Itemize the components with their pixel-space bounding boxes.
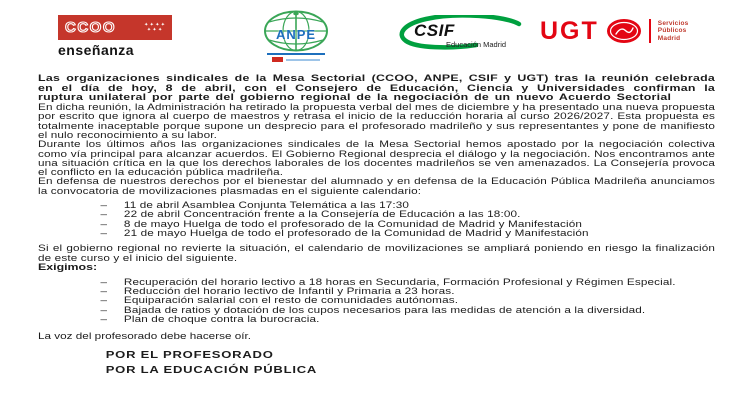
dash-bullet-icon	[38, 210, 124, 219]
list-item: – 11 de abril Asamblea Conjunta Telemática a las 17:30	[38, 201, 715, 210]
ccoo-wordmark: CCOO	[65, 19, 116, 36]
paragraph-proposal: En dicha reunión, la Administración ha retirado la propuesta verbal del mes de diciembre y ha presentado una nueva propuesta por escrito que ignora al cuerpo de maestros y retrasa el inicio de la reducción horaria al curso 2026/2027. Esta propuesta es totalmente inaceptable porque supone un desprecio para el profesorado madrileño y sus representantes y pone de manifiesto el nulo reconocimiento a su labor.	[38, 102, 716, 140]
list-item: – Recuperación del horario lectivo a 18 horas en Secundaria, Formación Profesional y Régimen Especial.	[38, 278, 715, 287]
ugt-emblem-icon	[606, 18, 642, 44]
list-item: – Equiparación salarial con el resto de comunidades autónomas.	[38, 296, 715, 305]
list-item: – 8 de mayo Huelga de todo el profesorado de la Comunidad de Madrid y Manifestación	[38, 220, 715, 229]
anpe-wordmark: ANPE	[275, 27, 317, 42]
slogan-profesorado: POR EL PROFESORADO	[105, 349, 274, 361]
dash-bullet-icon	[38, 201, 124, 210]
list-item: – Bajada de ratios y dotación de los cupos necesarios para las medidas de atención a la diversidad.	[38, 306, 715, 315]
anpe-footer-mark	[263, 57, 329, 62]
ugt-wordmark: UGT	[540, 16, 599, 45]
calendar-list	[38, 201, 715, 238]
dash-bullet-icon	[38, 306, 124, 315]
paragraph-negotiation: Durante los últimos años las organizaciones sindicales de la Mesa Sectorial hemos apostado por la negociación colectiva como vía principal para alcanzar acuerdos. El Gobierno Regional desprecia el diálogo y la negociación. Nos encontramos ante una situación crítica en la que los derechos laborales de los docentes madrileños se ven amenazados. La Consejería provoca el conflicto en la educación pública madrileña.	[38, 139, 716, 178]
demands-list	[38, 278, 715, 324]
ccoo-logo-box	[58, 15, 172, 40]
document-body	[38, 74, 715, 378]
dash-bullet-icon	[38, 315, 124, 324]
list-item: – 21 de mayo Huelga de todo el profesorado de la Comunidad de Madrid y Manifestación	[38, 229, 715, 238]
ugt-divider	[649, 19, 651, 43]
csif-wordmark: CSIF	[414, 21, 455, 40]
demands-label: Exigimos:	[38, 261, 98, 273]
dash-bullet-icon	[38, 296, 124, 305]
anpe-motto-line	[286, 59, 320, 61]
list-item: – 22 de abril Concentración frente a la Consejería de Educación a las 18:00.	[38, 210, 715, 219]
slogan-educacion-publica: POR LA EDUCACIÓN PÚBLICA	[105, 364, 318, 376]
ccoo-logo	[58, 15, 172, 58]
madrid-stars-icon: ✦ ✦ ✦ ✦ ✦ ✦ ✦	[144, 21, 165, 33]
anpe-logo	[263, 10, 329, 62]
slogans-block	[38, 348, 715, 378]
ugt-sector-label: Servicios Públicos Madrid	[657, 19, 689, 42]
paragraph-mobilisations-intro: En defensa de nuestros derechos por el bienestar del alumnado y en defensa de la Educación Pública Madrileña anunciamos la convocatoria de movilizaciones plasmadas en el siguiente calendario:	[38, 176, 716, 196]
list-item: – Plan de choque contra la burocracia.	[38, 315, 715, 324]
dash-bullet-icon	[38, 220, 124, 229]
dash-bullet-icon	[38, 229, 124, 238]
ccoo-ensenanza-label: enseñanza	[58, 42, 135, 58]
ugt-logo	[540, 18, 689, 44]
anpe-underline	[267, 53, 325, 55]
closing-line: La voz del profesorado debe hacerse oír.	[38, 331, 252, 342]
dash-bullet-icon	[38, 278, 124, 287]
csif-educacion-madrid-label: Educación Madrid	[446, 40, 507, 49]
document-heading: Las organizaciones sindicales de la Mesa Sectorial (CCOO, ANPE, CSIF y UGT) tras la reunión celebrada en el día de hoy, 8 de abril, con el Consejero de Educación, Ciencia y Universidades confirman la ruptura unilateral por parte del gobierno regional de la negociación de un nuevo Acuerdo Sectorial	[38, 73, 716, 104]
dash-bullet-icon	[38, 287, 124, 296]
csif-logo	[398, 15, 526, 53]
list-item: – Reducción del horario lectivo de Infantil y Primaria a 23 horas.	[38, 287, 715, 296]
anpe-red-box	[272, 57, 283, 62]
paragraph-warning: Si el gobierno regional no revierte la situación, el calendario de movilizaciones se ampliará poniendo en riesgo la finalización de este curso y el inicio del siguiente.	[38, 243, 716, 263]
